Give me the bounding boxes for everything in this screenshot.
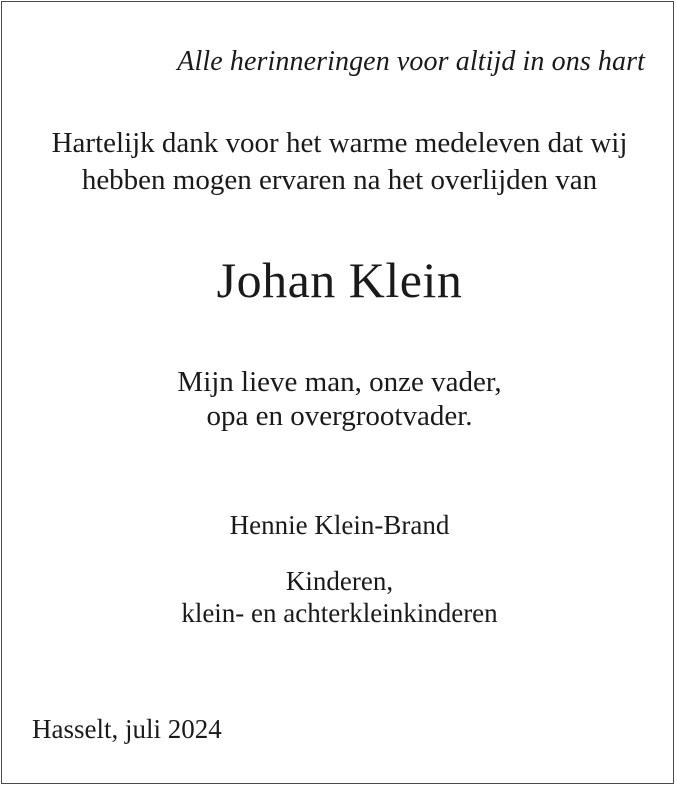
- motto-text: Alle herinneringen voor altijd in ons hart: [177, 46, 645, 77]
- thanks-line-2: hebben mogen ervaren na het overlijden van: [81, 164, 598, 196]
- description-line-1: Mijn lieve man, onze vader,: [177, 366, 502, 398]
- family-line-2: klein- en achterkleinkinderen: [181, 598, 498, 628]
- announcement-frame: [1, 1, 674, 784]
- spouse-name: Hennie Klein-Brand: [229, 510, 450, 540]
- deceased-description: [2, 365, 677, 433]
- description-line-2: opa en overgrootvader.: [206, 400, 473, 432]
- thanks-message: [2, 125, 677, 199]
- deceased-name: Johan Klein: [216, 252, 463, 308]
- family-signature: [2, 565, 677, 629]
- place-and-date: Hasselt, juli 2024: [32, 714, 222, 744]
- family-line-1: Kinderen,: [285, 566, 394, 596]
- thanks-line-1: Hartelijk dank voor het warme medeleven dat wij: [51, 127, 628, 159]
